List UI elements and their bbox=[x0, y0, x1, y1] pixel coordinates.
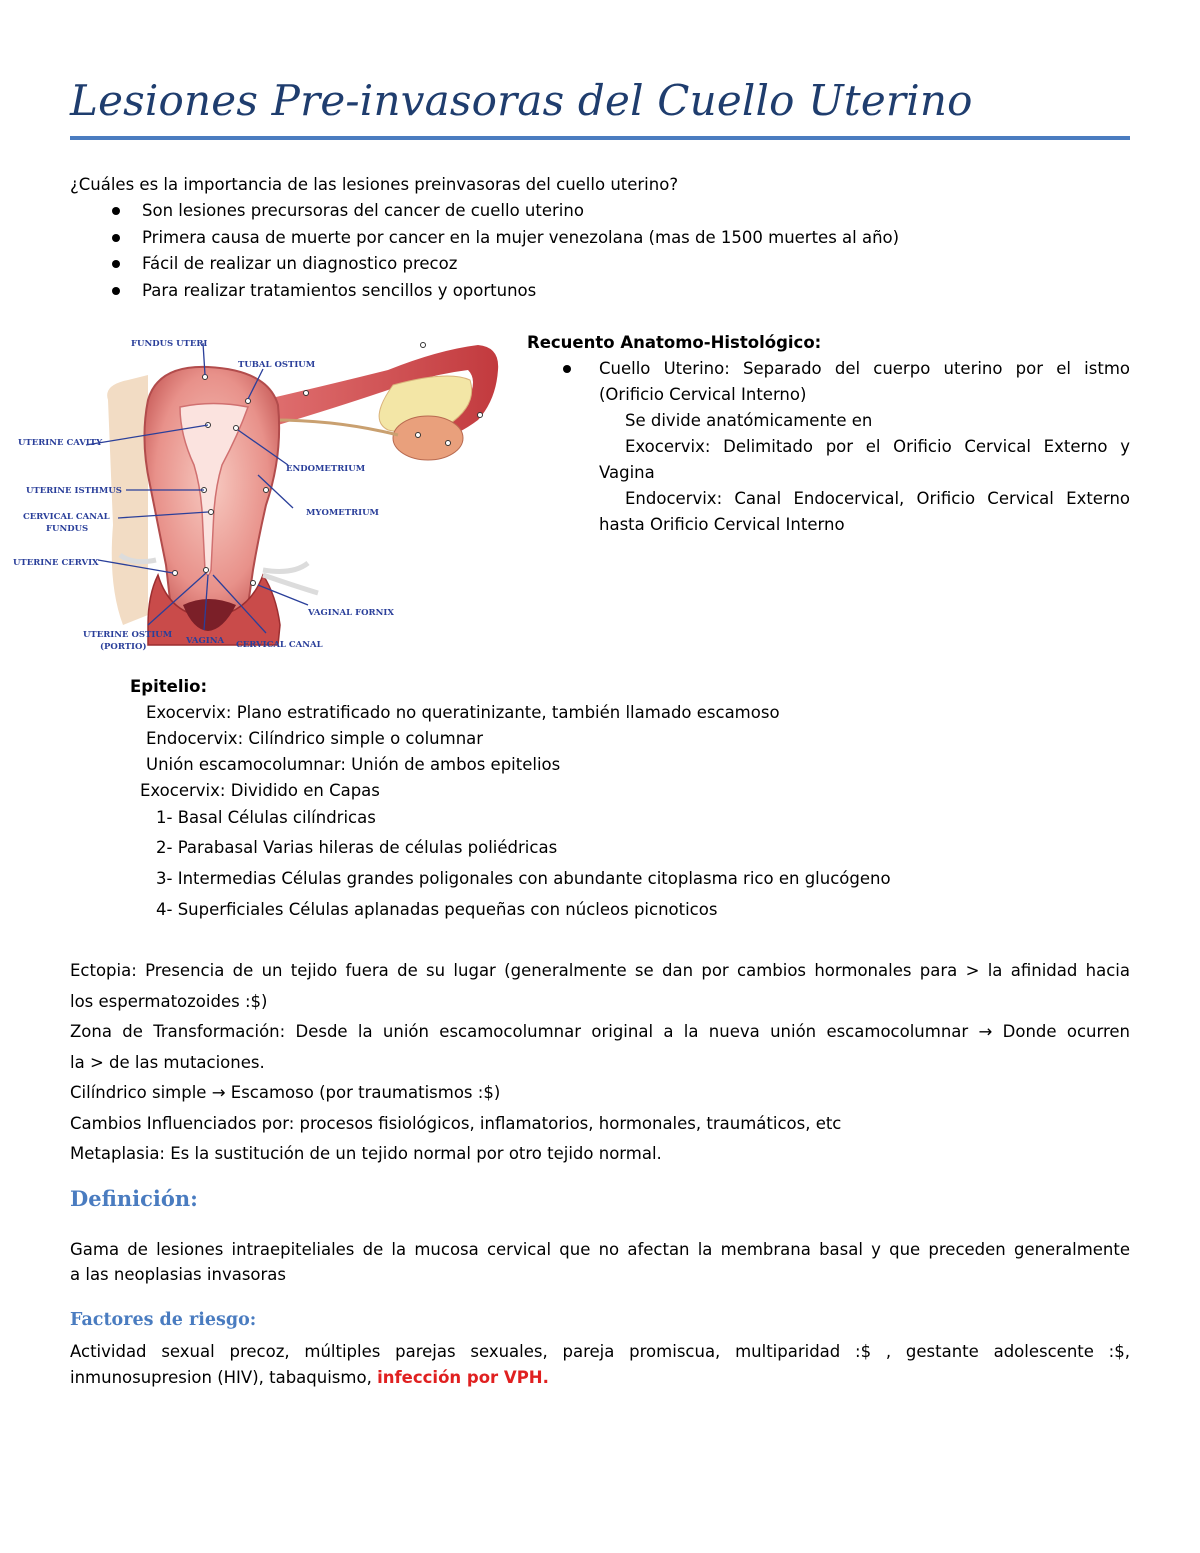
label-vaginal-fornix: VAGINAL FORNIX bbox=[308, 608, 394, 618]
zona-line: Zona de Transformación: Desde la unión escamocolumnar original a la nueva unión escamocolumnar → Donde ocurren bbox=[70, 1022, 1130, 1041]
epitelio-endocervix: Endocervix: Cilíndrico simple o columnar bbox=[146, 729, 484, 748]
label-fundus: FUNDUS UTERI bbox=[131, 339, 208, 349]
recuento-divide: Se divide anatómicamente en bbox=[625, 411, 873, 430]
epitelio-capas-heading: Exocervix: Dividido en Capas bbox=[140, 781, 380, 800]
bullet-icon bbox=[112, 287, 120, 295]
definicion-cont: a las neoplasias invasoras bbox=[70, 1265, 286, 1284]
body-section bbox=[70, 956, 1130, 1170]
epitelio-heading: Epitelio: bbox=[130, 677, 208, 696]
recuento-endocervix-cont: hasta Orificio Cervical Interno bbox=[599, 515, 845, 534]
title-underline bbox=[70, 136, 1130, 140]
ectopia-cont: los espermatozoides :$) bbox=[70, 991, 268, 1011]
capa-item: 1- Basal Células cilíndricas bbox=[156, 808, 376, 827]
cilindrico-line: Cilíndrico simple → Escamoso (por traumatismos :$) bbox=[70, 1083, 501, 1102]
label-cervical-canal-fundus: CERVICAL CANAL bbox=[23, 512, 110, 522]
label-uterine-cavity: UTERINE CAVITY bbox=[18, 438, 103, 448]
capa-item: 2- Parabasal Varias hileras de células poliédricas bbox=[156, 838, 558, 857]
epitelio-exocervix: Exocervix: Plano estratificado no queratinizante, también llamado escamoso bbox=[146, 703, 780, 722]
bullet-icon bbox=[112, 260, 120, 268]
zona-cont: la > de las mutaciones. bbox=[70, 1052, 265, 1072]
recuento-bullet-cont: (Orificio Cervical Interno) bbox=[599, 385, 807, 404]
ovary bbox=[393, 416, 463, 460]
bullet-icon bbox=[112, 234, 120, 242]
list-item: Fácil de realizar un diagnostico precoz bbox=[112, 251, 899, 278]
uterus-anatomy-figure bbox=[8, 325, 518, 660]
list-item: Primera causa de muerte por cancer en la mujer venezolana (mas de 1500 muertes al año) bbox=[112, 225, 899, 252]
capa-item: 3- Intermedias Células grandes poligonales con abundante citoplasma rico en glucógeno bbox=[156, 869, 891, 888]
ovarian-ligament bbox=[273, 420, 398, 435]
definicion-text bbox=[70, 1237, 1130, 1287]
recuento-section bbox=[527, 330, 1130, 538]
label-endometrium: ENDOMETRIUM bbox=[286, 464, 366, 474]
factores-text bbox=[70, 1339, 1130, 1391]
importance-question: ¿Cuáles es la importancia de las lesiones preinvasoras del cuello uterino? bbox=[70, 175, 679, 194]
definicion-line: Gama de lesiones intraepiteliales de la mucosa cervical que no afectan la membrana basal y que preceden generalmente bbox=[70, 1240, 1130, 1259]
list-item: Para realizar tratamientos sencillos y oportunos bbox=[112, 278, 899, 305]
label-vagina: VAGINA bbox=[186, 636, 225, 646]
bullet-icon bbox=[563, 365, 571, 373]
background-tissue bbox=[107, 375, 148, 625]
label-uterine-cervix: UTERINE CERVIX bbox=[13, 558, 99, 568]
importance-list bbox=[112, 198, 899, 304]
factores-line: Actividad sexual precoz, múltiples parejas sexuales, pareja promiscua, multiparidad :$ , gestante adolescente :$, bbox=[70, 1342, 1130, 1361]
page-title: Lesiones Pre-invasoras del Cuello Uterino bbox=[70, 76, 973, 125]
bullet-icon bbox=[112, 207, 120, 215]
recuento-exocervix: Exocervix: Delimitado por el Orificio Cervical Externo y bbox=[625, 437, 1130, 456]
ectopia-line: Ectopia: Presencia de un tejido fuera de su lugar (generalmente se dan por cambios hormonales para > la afinidad hacia bbox=[70, 961, 1130, 980]
label-uterine-isthmus: UTERINE ISTHMUS bbox=[26, 486, 122, 496]
label-cervical-canal: CERVICAL CANAL bbox=[236, 640, 323, 650]
epitelio-section bbox=[130, 674, 891, 925]
label-portio: (PORTIO) bbox=[100, 642, 147, 652]
label-myometrium: MYOMETRIUM bbox=[306, 508, 379, 518]
definicion-heading: Definición: bbox=[70, 1186, 198, 1211]
recuento-bullet-line: Cuello Uterino: Separado del cuerpo uterino por el istmo bbox=[527, 356, 1130, 382]
metaplasia-line: Metaplasia: Es la sustitución de un tejido normal por otro tejido normal. bbox=[70, 1144, 662, 1163]
label-uterine-ostium: UTERINE OSTIUM bbox=[83, 630, 173, 640]
capa-item: 4- Superficiales Células aplanadas pequeñas con núcleos picnoticos bbox=[156, 900, 718, 919]
label-tubal-ostium: TUBAL OSTIUM bbox=[238, 360, 316, 370]
recuento-heading: Recuento Anatomo-Histológico: bbox=[527, 333, 822, 352]
label-fundus-sub: FUNDUS bbox=[46, 524, 89, 534]
recuento-endocervix: Endocervix: Canal Endocervical, Orificio Cervical Externo bbox=[625, 489, 1130, 508]
list-item: Son lesiones precursoras del cancer de cuello uterino bbox=[112, 198, 899, 225]
recuento-exocervix-cont: Vagina bbox=[599, 463, 655, 482]
factores-cont: inmunosupresion (HIV), tabaquismo, infección por VPH. bbox=[70, 1368, 549, 1387]
cambios-line: Cambios Influenciados por: procesos fisiológicos, inflamatorios, hormonales, traumáticos, etc bbox=[70, 1113, 842, 1133]
epitelio-union: Unión escamocolumnar: Unión de ambos epitelios bbox=[146, 755, 561, 774]
factores-highlight: infección por VPH. bbox=[377, 1368, 549, 1387]
ligament-right bbox=[263, 563, 308, 571]
factores-heading: Factores de riesgo: bbox=[70, 1310, 257, 1330]
